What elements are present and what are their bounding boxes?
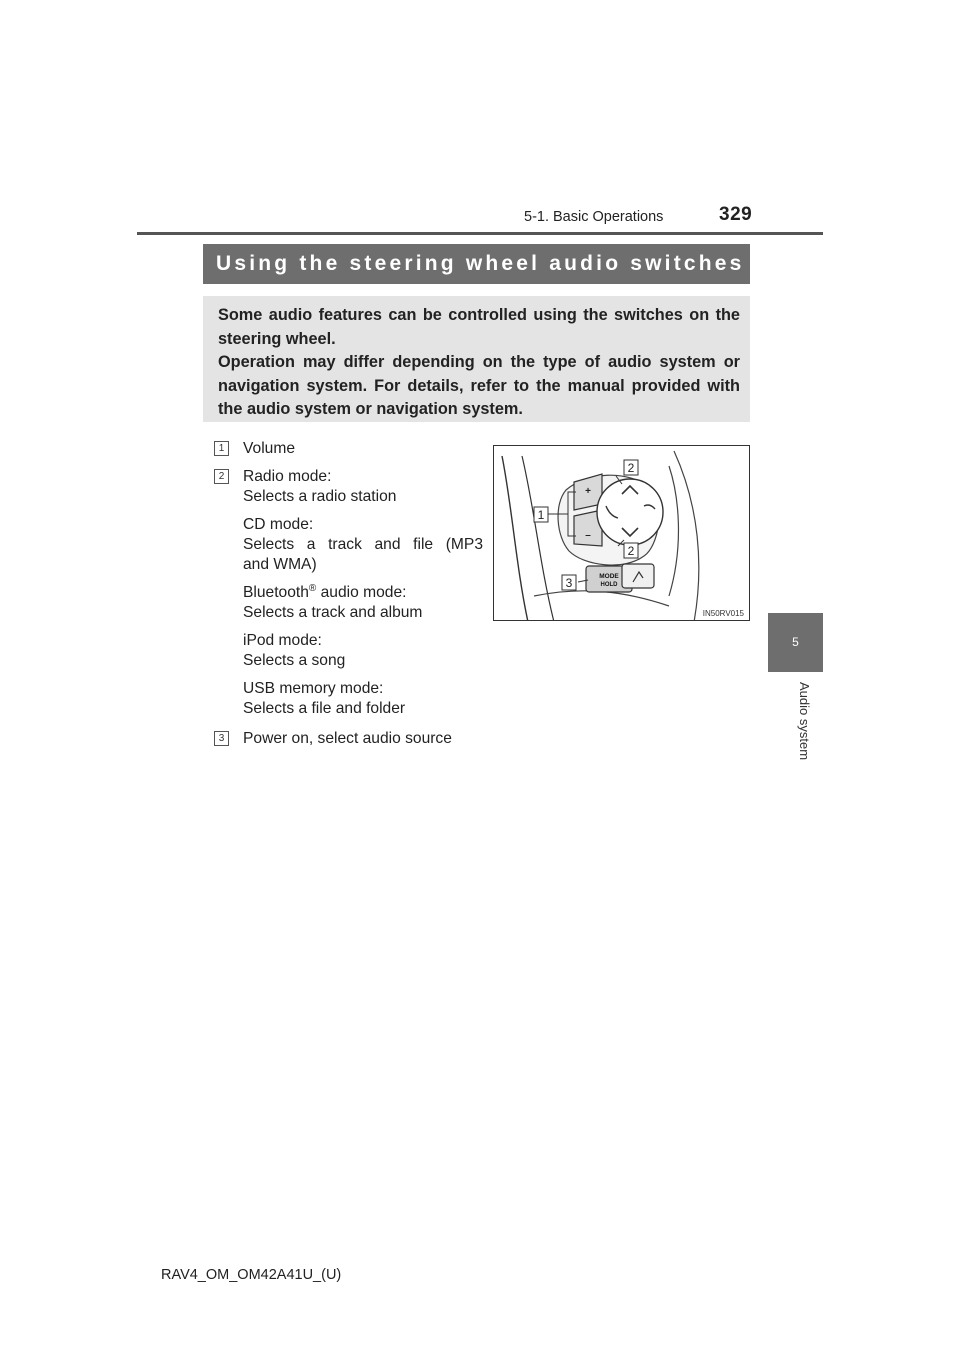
wheel-lower-line	[534, 591, 669, 606]
steering-switch-illustration	[493, 445, 750, 621]
footer-manual-code: RAV4_OM_OM42A41U_(U)	[161, 1267, 342, 1283]
item-text: Selects a track and file (MP3	[243, 536, 483, 553]
header-divider	[137, 232, 823, 235]
header-section-title: 5-1. Basic Operations	[524, 209, 664, 225]
item-text: USB memory mode:	[243, 680, 384, 697]
item-text-bluetooth	[243, 583, 406, 603]
figure-code: IN50RV015	[702, 609, 744, 618]
volume-minus-sign: –	[585, 530, 591, 541]
chapter-tab: 5	[768, 613, 823, 672]
intro-box	[203, 296, 750, 422]
callout-number: 1	[537, 508, 545, 522]
item-text: CD mode:	[243, 516, 314, 533]
bluetooth-word: Bluetooth	[243, 584, 309, 601]
item-text: Radio mode:	[243, 468, 332, 485]
wheel-spoke-line	[669, 466, 678, 596]
item-text: Power on, select audio source	[243, 730, 452, 747]
wheel-rim-line	[522, 456, 554, 621]
item-text: and WMA)	[243, 556, 317, 573]
intro-paragraph-2: Operation may differ depending on the type of audio system or navigation system. For details, refer to the manual provided with the audio system or navigation system.	[218, 353, 740, 418]
item-number-badge: 2	[214, 469, 229, 484]
item-number-badge: 3	[214, 731, 229, 746]
callout-number: 2	[627, 544, 635, 558]
item-text: Selects a radio station	[243, 488, 397, 505]
item-number-badge: 1	[214, 441, 229, 456]
page-number: 329	[719, 204, 753, 225]
bluetooth-mode-word: audio mode:	[320, 584, 407, 601]
wheel-rim-line	[502, 456, 528, 621]
item-text: Volume	[243, 440, 296, 457]
wheel-rim-line	[674, 451, 699, 621]
item-text: Selects a track and album	[243, 604, 423, 621]
item-text: iPod mode:	[243, 632, 322, 649]
voice-key	[622, 564, 654, 588]
registered-mark: ®	[308, 582, 317, 594]
volume-plus-sign: +	[585, 486, 591, 497]
section-title: Using the steering wheel audio switches	[203, 244, 750, 284]
hold-label: HOLD	[600, 582, 618, 588]
mode-label: MODE	[599, 573, 619, 580]
item-text: Selects a song	[243, 652, 346, 669]
steering-switch-drawing	[494, 446, 750, 621]
chapter-label: Audio system	[797, 682, 812, 761]
callout-number: 3	[565, 576, 573, 590]
intro-paragraph-1: Some audio features can be controlled using the switches on the steering wheel.	[218, 306, 740, 348]
item-text: Selects a file and folder	[243, 700, 406, 717]
callout-number: 2	[627, 461, 635, 475]
